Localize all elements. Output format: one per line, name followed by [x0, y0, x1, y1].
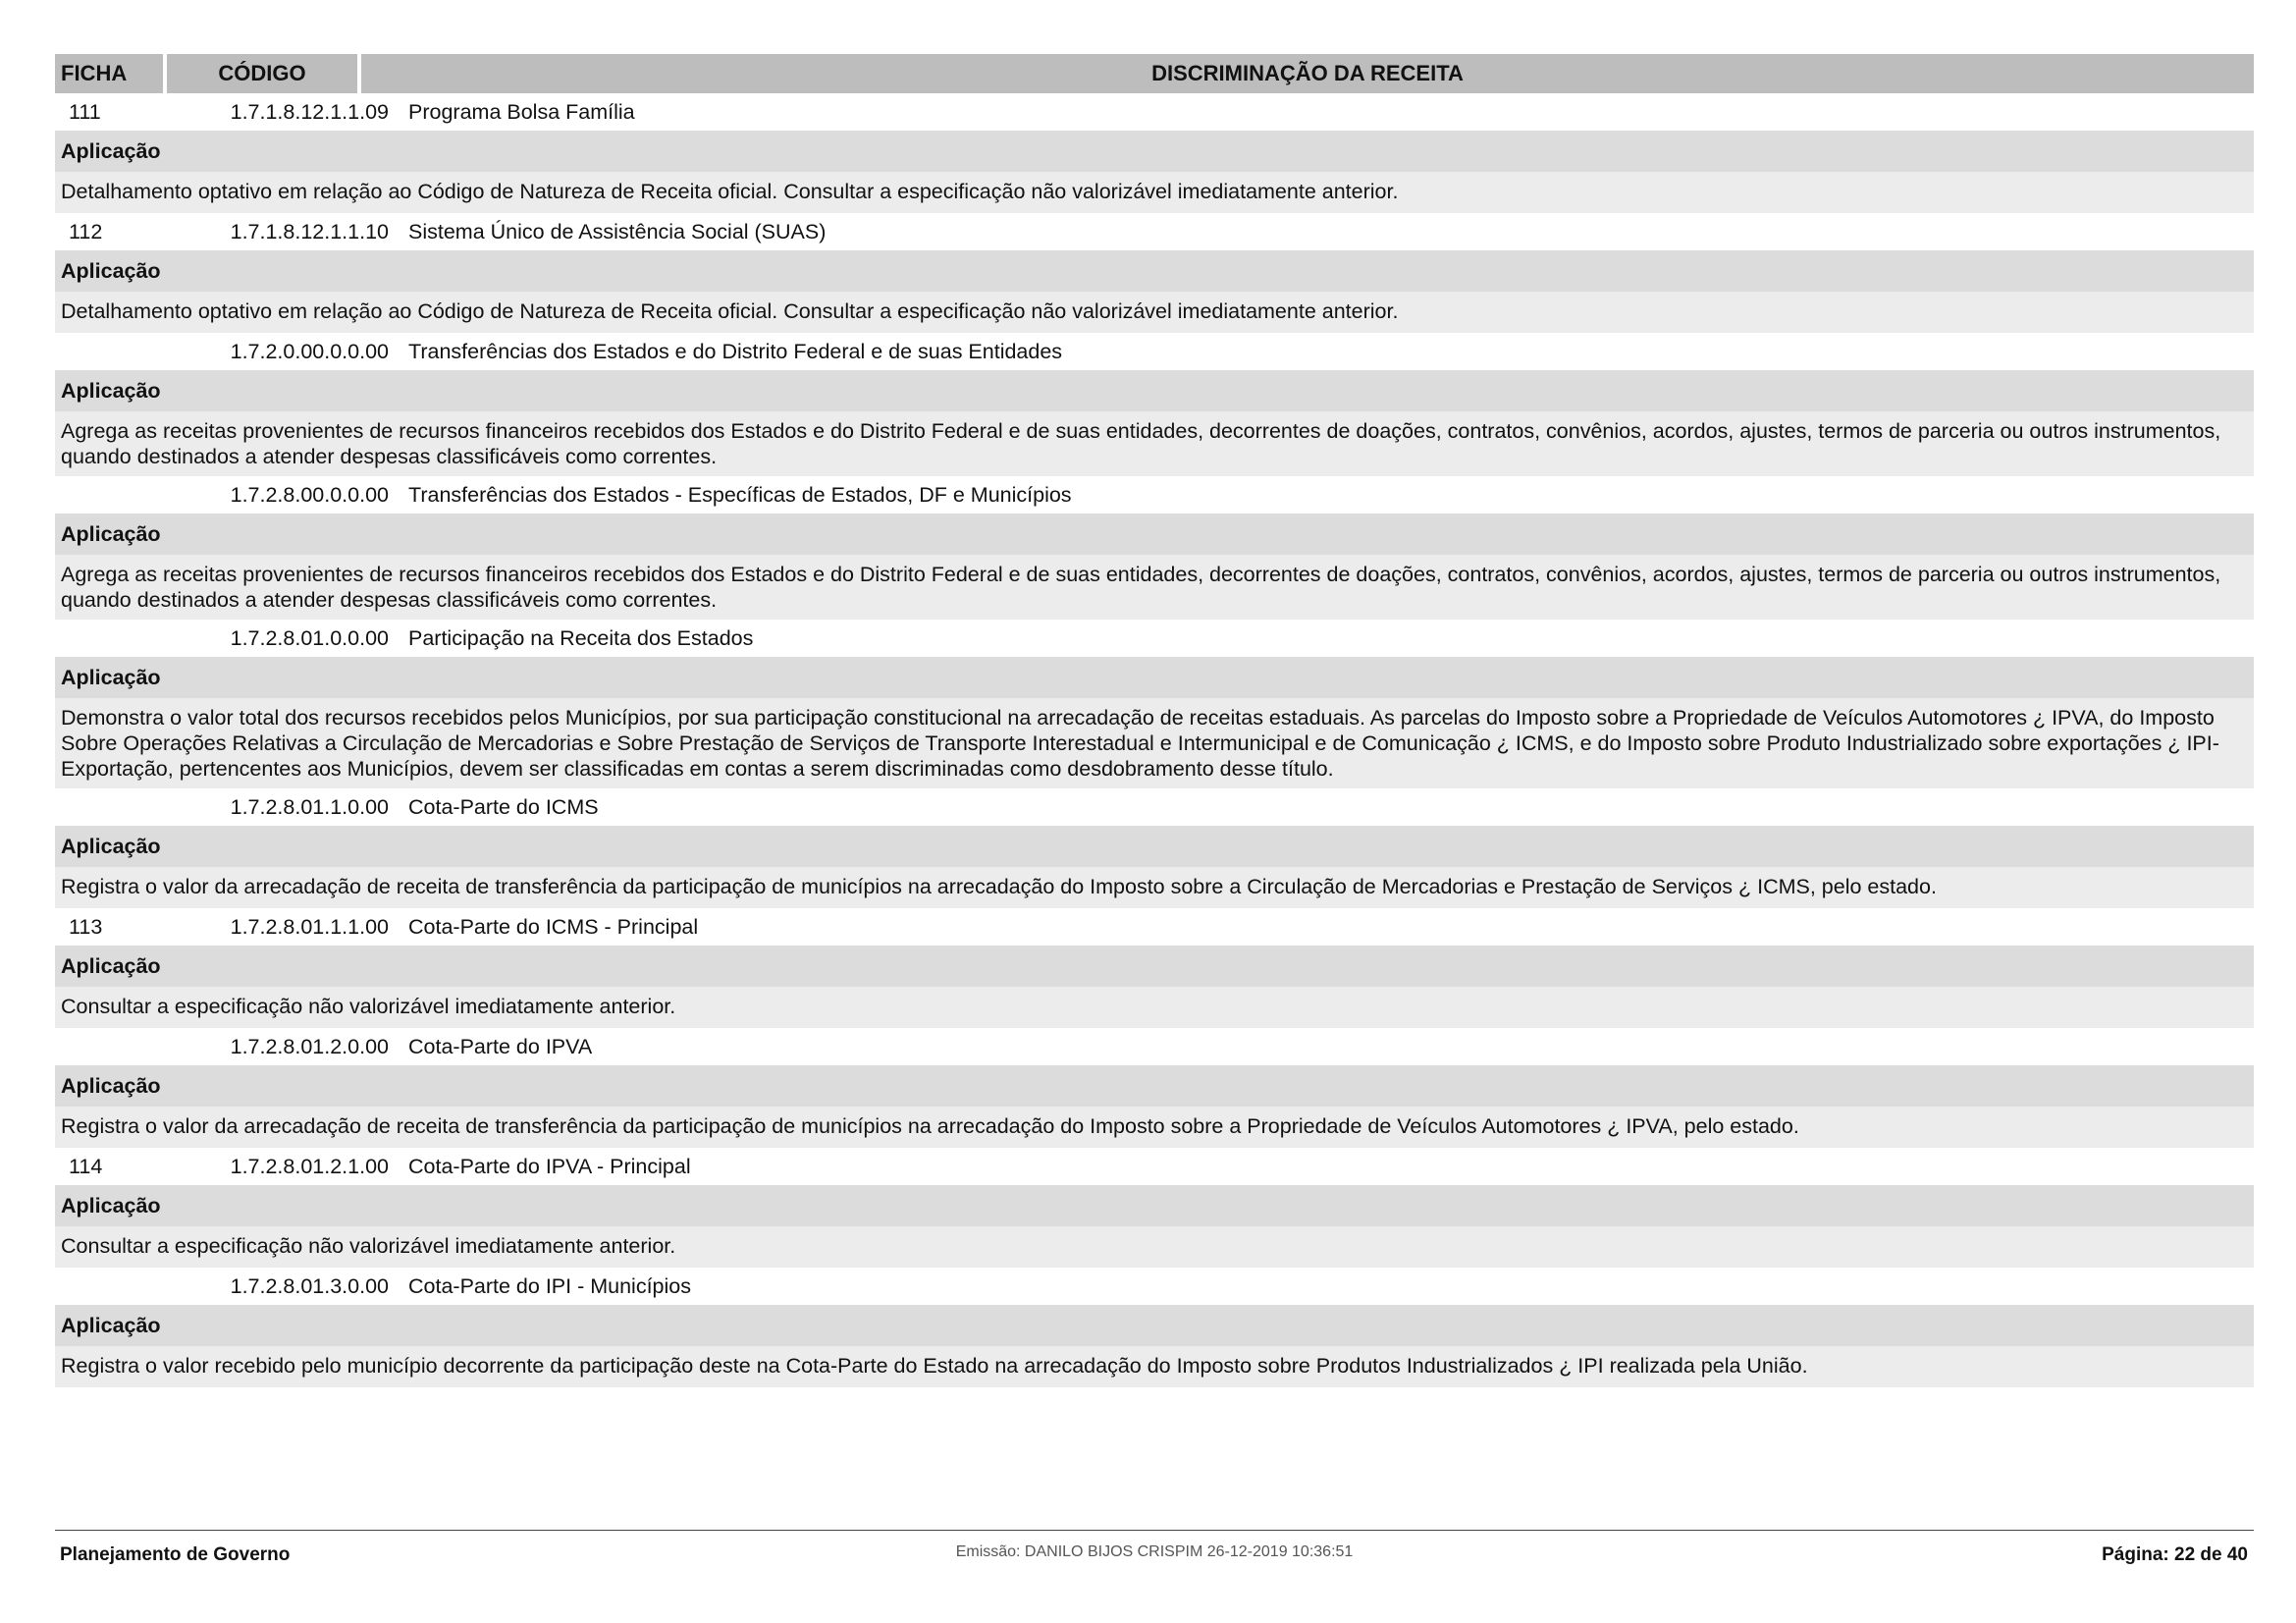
codigo-cell: 1.7.2.8.00.0.0.00: [230, 482, 389, 507]
ficha-cell: 113: [69, 914, 103, 939]
codigo-cell: 1.7.2.8.01.2.1.00: [230, 1154, 389, 1178]
revenue-entry: [55, 476, 2254, 620]
table-row: [55, 908, 2254, 946]
aplicacao-text: Demonstra o valor total dos recursos recebidos pelos Municípios, por sua participação constitucional na arrecadação de receitas estaduais. As parcelas do Imposto sobre a Propriedade de Veículos Automotores ¿ IPVA, do Imposto Sobre Operações Relativas a Circulação de Mercadorias e Sobre Prestação de Serviços de Transporte Interestadual e Intermunicipal e de Comunicação ¿ ICMS, e do Imposto sobre Produto Industrializado sobre exportações ¿ IPI-Exportação, pertencentes aos Municípios, devem ser classificadas em contas a serem discriminadas como desdobramento desse título.: [55, 698, 2254, 788]
descricao-cell: Cota-Parte do ICMS: [408, 794, 599, 819]
aplicacao-text: Detalhamento optativo em relação ao Código de Natureza de Receita oficial. Consultar a especificação não valorizável imediatamente anterior.: [55, 292, 2254, 333]
descricao-cell: Participação na Receita dos Estados: [408, 625, 754, 650]
aplicacao-label: Aplicação: [55, 370, 2254, 411]
codigo-cell: 1.7.2.8.01.2.0.00: [230, 1034, 389, 1058]
revenue-entry: [55, 908, 2254, 1028]
codigo-cell: 1.7.2.0.00.0.0.00: [230, 339, 389, 363]
table-row: [55, 333, 2254, 370]
footer-emission: Emissão: DANILO BIJOS CRISPIM 26-12-2019 10:36:51: [955, 1543, 1354, 1560]
descricao-cell: Transferências dos Estados e do Distrito Federal e de suas Entidades: [408, 339, 1063, 363]
footer-org: Planejamento de Governo: [60, 1544, 291, 1565]
aplicacao-text: Agrega as receitas provenientes de recursos financeiros recebidos dos Estados e do Distrito Federal e de suas entidades, decorrentes de doações, contratos, convênios, acordos, ajustes, termos de parceria ou outros instrumentos, quando destinados a atender despesas classificáveis como correntes.: [55, 555, 2254, 620]
header-ficha: FICHA: [55, 54, 163, 93]
aplicacao-text: Registra o valor recebido pelo município decorrente da participação deste na Cota-Parte do Estado na arrecadação do Imposto sobre Produtos Industrializados ¿ IPI realizada pela União.: [55, 1346, 2254, 1387]
table-row: [55, 1028, 2254, 1065]
codigo-cell: 1.7.2.8.01.1.0.00: [230, 794, 389, 819]
aplicacao-label: Aplicação: [55, 1305, 2254, 1346]
revenue-entry: [55, 333, 2254, 476]
table-row: [55, 476, 2254, 514]
table-row: [55, 1268, 2254, 1305]
table-row: [55, 213, 2254, 250]
descricao-cell: Cota-Parte do IPVA - Principal: [408, 1154, 691, 1178]
page-footer: [55, 1530, 2254, 1570]
aplicacao-text: Registra o valor da arrecadação de receita de transferência da participação de municípios na arrecadação do Imposto sobre a Propriedade de Veículos Automotores ¿ IPVA, pelo estado.: [55, 1107, 2254, 1148]
revenue-entry: [55, 213, 2254, 333]
codigo-cell: 1.7.2.8.01.3.0.00: [230, 1273, 389, 1298]
revenue-entry: [55, 1268, 2254, 1387]
revenue-entry: [55, 1028, 2254, 1148]
codigo-cell: 1.7.2.8.01.1.1.00: [230, 914, 389, 939]
descricao-cell: Transferências dos Estados - Específicas de Estados, DF e Municípios: [408, 482, 1072, 507]
revenue-entry: [55, 620, 2254, 788]
aplicacao-text: Agrega as receitas provenientes de recursos financeiros recebidos dos Estados e do Distrito Federal e de suas entidades, decorrentes de doações, contratos, convênios, acordos, ajustes, termos de parceria ou outros instrumentos, quando destinados a atender despesas classificáveis como correntes.: [55, 411, 2254, 476]
ficha-cell: 111: [69, 99, 101, 124]
header-discriminacao: DISCRIMINAÇÃO DA RECEITA: [361, 54, 2254, 93]
table-row: [55, 620, 2254, 657]
descricao-cell: Sistema Único de Assistência Social (SUAS): [408, 219, 827, 243]
ficha-cell: 112: [69, 219, 103, 243]
revenue-entry: [55, 1148, 2254, 1268]
header-codigo: CÓDIGO: [167, 54, 357, 93]
table-row: [55, 93, 2254, 131]
codigo-cell: 1.7.1.8.12.1.1.10: [230, 219, 389, 243]
descricao-cell: Cota-Parte do IPVA: [408, 1034, 593, 1058]
revenue-entry: [55, 788, 2254, 908]
table-row: [55, 1148, 2254, 1185]
aplicacao-label: Aplicação: [55, 514, 2254, 555]
descricao-cell: Programa Bolsa Família: [408, 99, 635, 124]
aplicacao-text: Registra o valor da arrecadação de receita de transferência da participação de municípios na arrecadação do Imposto sobre a Circulação de Mercadorias e Prestação de Serviços ¿ ICMS, pelo estado.: [55, 867, 2254, 908]
aplicacao-label: Aplicação: [55, 250, 2254, 292]
aplicacao-text: Detalhamento optativo em relação ao Código de Natureza de Receita oficial. Consultar a especificação não valorizável imediatamente anterior.: [55, 172, 2254, 213]
aplicacao-text: Consultar a especificação não valorizável imediatamente anterior.: [55, 987, 2254, 1028]
aplicacao-text: Consultar a especificação não valorizável imediatamente anterior.: [55, 1226, 2254, 1268]
revenue-table: [55, 54, 2254, 1387]
aplicacao-label: Aplicação: [55, 131, 2254, 172]
revenue-entry: [55, 93, 2254, 213]
table-header: [55, 54, 2254, 93]
ficha-cell: 114: [69, 1154, 103, 1178]
aplicacao-label: Aplicação: [55, 657, 2254, 698]
footer-page-number: Página: 22 de 40: [2102, 1544, 2248, 1565]
aplicacao-label: Aplicação: [55, 1065, 2254, 1107]
aplicacao-label: Aplicação: [55, 826, 2254, 867]
aplicacao-label: Aplicação: [55, 1185, 2254, 1226]
codigo-cell: 1.7.2.8.01.0.0.00: [230, 625, 389, 650]
aplicacao-label: Aplicação: [55, 946, 2254, 987]
table-body: [55, 93, 2254, 1387]
table-row: [55, 788, 2254, 826]
descricao-cell: Cota-Parte do IPI - Municípios: [408, 1273, 691, 1298]
descricao-cell: Cota-Parte do ICMS - Principal: [408, 914, 699, 939]
codigo-cell: 1.7.1.8.12.1.1.09: [230, 99, 389, 124]
